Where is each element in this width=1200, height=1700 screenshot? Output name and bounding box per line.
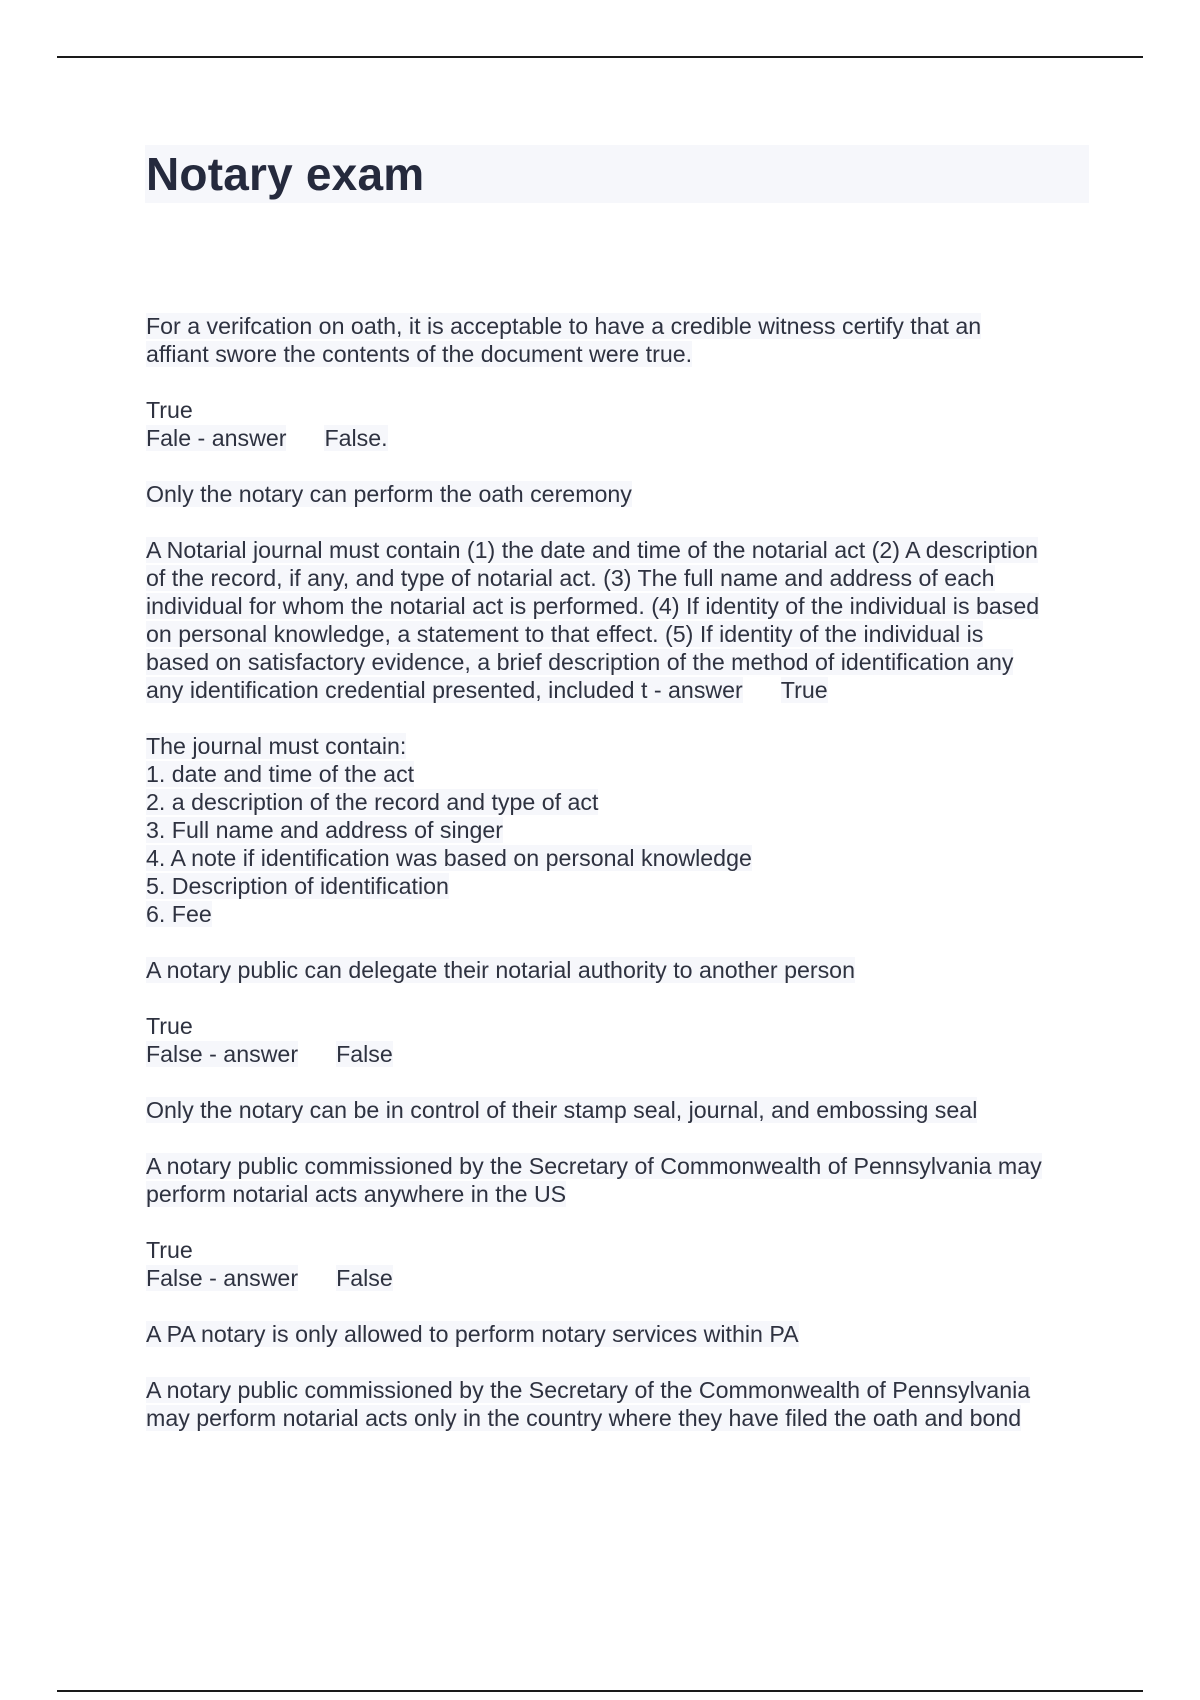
question-4 <box>146 1152 1096 1208</box>
question-2 <box>146 536 1096 704</box>
option-true: True <box>146 397 193 423</box>
footer-rule <box>57 1690 1143 1692</box>
option-false: False - answer <box>146 1041 299 1067</box>
question-text: may perform notarial acts only in the country where they have filed the oath and bond <box>146 1405 1022 1431</box>
answer-options-3 <box>146 1012 1096 1068</box>
question-text: individual for whom the notarial act is performed. (4) If identity of the individual is based <box>146 593 1040 619</box>
question-text: based on satisfactory evidence, a brief description of the method of identification any <box>146 649 1014 675</box>
explanation-text: A PA notary is only allowed to perform notary services within PA <box>146 1321 799 1347</box>
question-text: any identification credential presented, included t - answer <box>146 677 743 703</box>
answer-options-4 <box>146 1236 1096 1292</box>
question-text: A notary public commissioned by the Secretary of Commonwealth of Pennsylvania may <box>146 1153 1042 1179</box>
option-true: True <box>146 1237 193 1263</box>
question-1 <box>146 312 1096 368</box>
list-item: 4. A note if identification was based on personal knowledge <box>146 845 752 871</box>
question-text: of the record, if any, and type of notarial act. (3) The full name and address of each <box>146 565 995 591</box>
question-text: A Notarial journal must contain (1) the date and time of the notarial act (2) A description <box>146 537 1038 563</box>
explanation-1 <box>146 480 1096 508</box>
option-false: False - answer <box>146 1265 299 1291</box>
list-item: 3. Full name and address of singer <box>146 817 504 843</box>
list-item: 6. Fee <box>146 901 212 927</box>
header-rule <box>57 56 1143 58</box>
list-item: 1. date and time of the act <box>146 761 415 787</box>
question-text: A notary public commissioned by the Secretary of the Commonwealth of Pennsylvania <box>146 1377 1031 1403</box>
list-item: 5. Description of identification <box>146 873 449 899</box>
question-5 <box>146 1376 1096 1432</box>
explanation-2 <box>146 732 1096 928</box>
question-3 <box>146 956 1096 984</box>
question-text: perform notarial acts anywhere in the US <box>146 1181 567 1207</box>
question-text: A notary public can delegate their notarial authority to another person <box>146 957 855 983</box>
explanation-text: Only the notary can be in control of their stamp seal, journal, and embossing seal <box>146 1097 978 1123</box>
answer-value: False <box>336 1041 393 1067</box>
list-item: 2. a description of the record and type of act <box>146 789 599 815</box>
answer-value: False. <box>324 425 388 451</box>
question-text: affiant swore the contents of the document were true. <box>146 341 693 367</box>
explanation-heading: The journal must contain: <box>146 733 407 759</box>
page-title: Notary exam <box>146 148 425 200</box>
document-body <box>146 312 1096 1460</box>
answer-value: False <box>336 1265 393 1291</box>
option-true: True <box>146 1013 193 1039</box>
question-text: For a verifcation on oath, it is acceptable to have a credible witness certify that an <box>146 313 982 339</box>
explanation-4 <box>146 1320 1096 1348</box>
option-false: Fale - answer <box>146 425 287 451</box>
answer-options-1 <box>146 396 1096 452</box>
question-text: on personal knowledge, a statement to that effect. (5) If identity of the individual is <box>146 621 984 647</box>
explanation-3 <box>146 1096 1096 1124</box>
answer-value: True <box>780 677 828 703</box>
explanation-text: Only the notary can perform the oath ceremony <box>146 481 632 507</box>
